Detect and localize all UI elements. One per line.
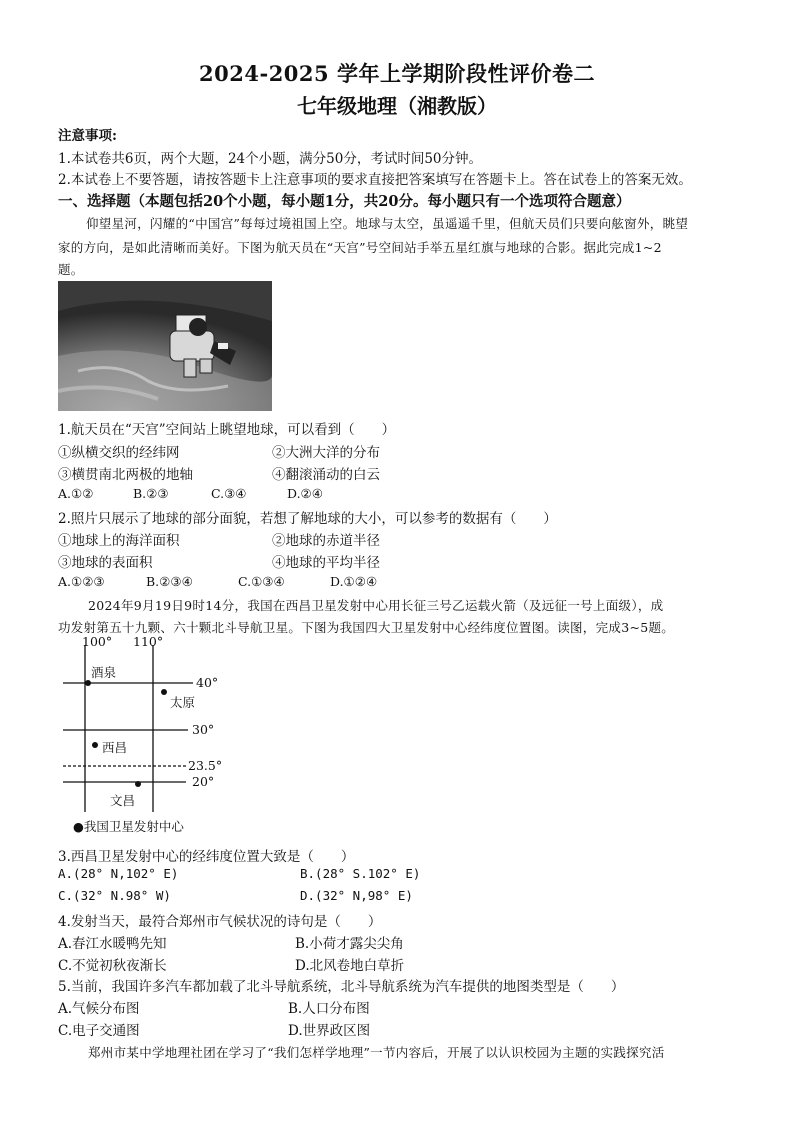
q5-stem: 5.当前，我国许多汽车都加载了北斗导航系统，北斗导航系统为汽车提供的地图类型是（ ） bbox=[58, 979, 625, 995]
lat-label-40: 40° bbox=[196, 675, 219, 690]
lat-label-23-5: 23.5° bbox=[188, 758, 223, 773]
lon-label-100: 100° bbox=[82, 634, 113, 649]
q1-option-2: ②大洲大洋的分布 bbox=[272, 445, 380, 461]
passage-2-line-1: 2024年9月19日9时14分，我国在西昌卫星发射中心用长征三号乙运载火箭（及远征一号上面级），成 bbox=[88, 598, 664, 613]
lat-label-20: 20° bbox=[192, 774, 215, 789]
astronaut-earth-photo bbox=[58, 281, 272, 411]
notice-item-2: 2.本试卷上不要答题，请按答题卡上注意事项的要求直接把答案填写在答题卡上。答在试卷上的答案无效。 bbox=[58, 172, 692, 188]
q5-choice-c[interactable]: C.电子交通图 bbox=[58, 1023, 140, 1039]
q1-choice-b[interactable]: B.②③ bbox=[133, 486, 169, 501]
q3-choice-d[interactable]: D.(32° N,98° E) bbox=[300, 888, 413, 903]
q5-choice-a[interactable]: A.气候分布图 bbox=[58, 1001, 140, 1017]
q4-choice-d[interactable]: D.北风卷地白草折 bbox=[295, 958, 405, 974]
q2-option-3: ③地球的表面积 bbox=[58, 555, 153, 571]
q4-choice-a[interactable]: A.春江水暖鸭先知 bbox=[58, 936, 167, 952]
q2-stem: 2.照片只展示了地球的部分面貌，若想了解地球的大小，可以参考的数据有（ ） bbox=[58, 511, 557, 527]
q1-option-3: ③横贯南北两极的地轴 bbox=[58, 467, 193, 483]
point-wenchang bbox=[135, 781, 141, 787]
q4-choice-b[interactable]: B.小荷才露尖尖角 bbox=[295, 936, 404, 952]
passage-1-line-1: 仰望星河，闪耀的“中国宫”每每过境祖国上空。地球与太空，虽遥遥千里，但航天员们只要向舷窗外，眺望 bbox=[86, 216, 689, 231]
q2-option-1: ①地球上的海洋面积 bbox=[58, 533, 180, 549]
q3-choice-a[interactable]: A.(28° N,102° E) bbox=[58, 866, 179, 881]
place-jiuquan: 酒泉 bbox=[91, 665, 117, 680]
q1-option-4: ④翻滚涌动的白云 bbox=[272, 467, 380, 483]
place-taiyuan: 太原 bbox=[170, 695, 196, 710]
q2-choice-c[interactable]: C.①③④ bbox=[238, 574, 285, 589]
place-xichang: 西昌 bbox=[102, 740, 128, 755]
q5-choice-d[interactable]: D.世界政区图 bbox=[288, 1023, 371, 1039]
q3-stem: 3.西昌卫星发射中心的经纬度位置大致是（ ） bbox=[58, 849, 355, 865]
passage-1-line-3: 题。 bbox=[58, 262, 84, 277]
q1-choice-c[interactable]: C.③④ bbox=[211, 486, 247, 501]
place-wenchang: 文昌 bbox=[110, 793, 136, 808]
point-xichang bbox=[92, 742, 98, 748]
lon-label-110: 110° bbox=[133, 634, 164, 649]
map-legend: ●我国卫星发射中心 bbox=[73, 819, 184, 834]
point-taiyuan bbox=[161, 689, 167, 695]
q4-stem: 4.发射当天，最符合郑州市气候状况的诗句是（ ） bbox=[58, 914, 382, 930]
notice-item-1: 1.本试卷共6页，两个大题，24个小题，满分50分，考试时间50分钟。 bbox=[58, 151, 483, 167]
notice-heading: 注意事项: bbox=[58, 128, 117, 144]
passage-3-line-1: 郑州市某中学地理社团在学习了“我们怎样学地理”一节内容后，开展了以认识校园为主题的实践探究活 bbox=[88, 1045, 665, 1060]
q2-choice-b[interactable]: B.②③④ bbox=[146, 574, 193, 589]
q2-option-2: ②地球的赤道半径 bbox=[272, 533, 380, 549]
passage-2-line-2: 功发射第五十九颗、六十颗北斗导航卫星。下图为我国四大卫星发射中心经纬度位置图。读图，完成3~5题。 bbox=[58, 620, 675, 635]
q3-choice-c[interactable]: C.(32° N.98° W) bbox=[58, 888, 171, 903]
exam-title: 2024-2025 学年上学期阶段性评价卷二 bbox=[199, 61, 595, 86]
section-1-heading: 一、选择题（本题包括20个小题，每小题1分，共20分。每小题只有一个选项符合题意） bbox=[58, 193, 631, 210]
q1-choice-a[interactable]: A.①② bbox=[58, 486, 94, 501]
q4-choice-c[interactable]: C.不觉初秋夜渐长 bbox=[58, 958, 167, 974]
q2-option-4: ④地球的平均半径 bbox=[272, 555, 380, 571]
q1-stem: 1.航天员在“天宫”空间站上眺望地球，可以看到（ ） bbox=[58, 422, 396, 438]
q1-option-1: ①纵横交织的经纬网 bbox=[58, 445, 180, 461]
q5-choice-b[interactable]: B.人口分布图 bbox=[288, 1001, 370, 1017]
launch-center-map bbox=[58, 634, 248, 837]
q2-choice-d[interactable]: D.①②④ bbox=[330, 574, 378, 589]
lat-label-30: 30° bbox=[192, 722, 215, 737]
q3-choice-b[interactable]: B.(28° S.102° E) bbox=[300, 866, 421, 881]
q2-choice-a[interactable]: A.①②③ bbox=[58, 574, 105, 589]
exam-subtitle: 七年级地理（湘教版） bbox=[297, 94, 497, 118]
passage-1-line-2: 家的方向，是如此清晰而美好。下图为航天员在“天宫”号空间站手举五星红旗与地球的合影。据此完成1~2 bbox=[58, 240, 662, 255]
q1-choice-d[interactable]: D.②④ bbox=[287, 486, 323, 501]
